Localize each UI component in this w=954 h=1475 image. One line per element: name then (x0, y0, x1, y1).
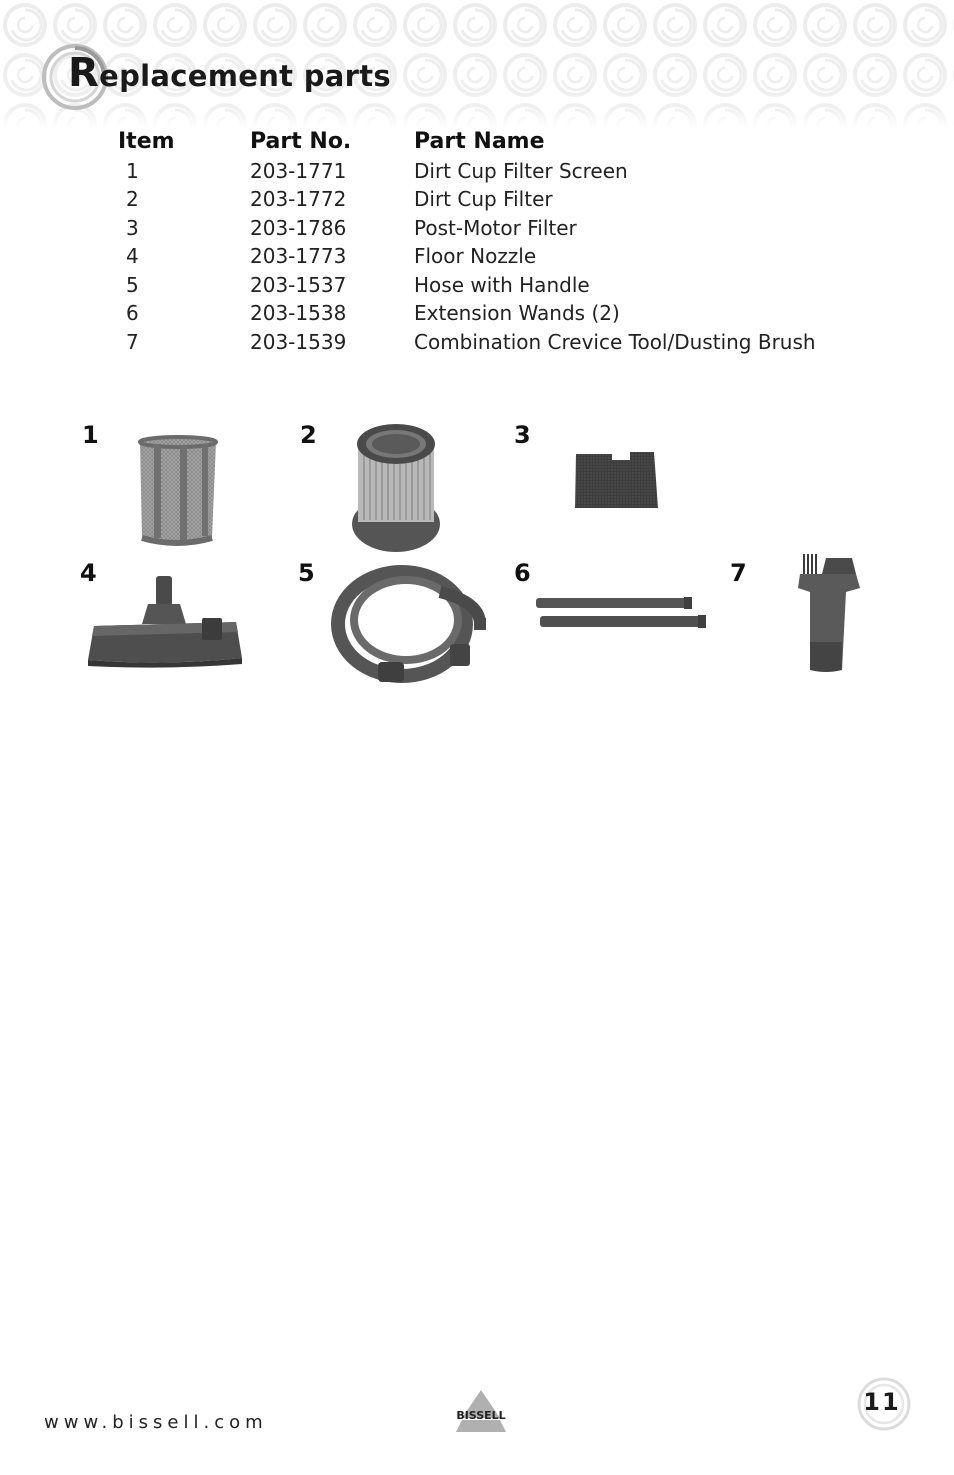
cell-item: 4 (126, 244, 139, 268)
cell-item: 7 (126, 329, 139, 354)
cell-item: 1 (126, 158, 139, 183)
title-rest: eplacement parts (99, 59, 391, 93)
cell-item: 3 (126, 215, 139, 240)
header-item: Item (118, 129, 175, 154)
footer-url: www.bissell.com (44, 1412, 268, 1433)
cell-item: 6 (126, 301, 139, 325)
cell-part-name: Hose with Handle (414, 272, 590, 297)
title-initial: R (68, 50, 100, 96)
bissell-logo (448, 1388, 514, 1434)
header-part-name: Part Name (414, 129, 545, 154)
table-row (118, 240, 816, 269)
logo-text: BISSELL (456, 1409, 506, 1422)
cell-part-no: 203-1771 (250, 158, 347, 183)
page-number-badge (852, 1376, 912, 1432)
crevice-tool-brush-image (796, 552, 862, 674)
dirt-cup-filter-screen-image (132, 434, 222, 548)
parts-table (118, 124, 816, 354)
table-header-row (118, 124, 816, 154)
page-title (68, 50, 391, 96)
figure-label-5: 5 (298, 559, 315, 587)
table-row (118, 183, 816, 212)
figure-label-6: 6 (514, 559, 531, 587)
table-row (118, 154, 816, 183)
cell-part-no: 203-1537 (250, 272, 347, 297)
figure-label-1: 1 (82, 421, 99, 449)
cell-part-name: Extension Wands (2) (414, 301, 620, 325)
cell-part-name: Dirt Cup Filter Screen (414, 158, 628, 183)
floor-nozzle-image (86, 574, 244, 668)
page-number: 11 (863, 1388, 901, 1416)
table-row (118, 268, 816, 297)
cell-part-name: Post-Motor Filter (414, 215, 577, 240)
cell-part-name: Dirt Cup Filter (414, 187, 553, 211)
hose-with-handle-image (330, 562, 490, 686)
figure-label-2: 2 (300, 421, 317, 449)
extension-wands-image (534, 596, 708, 630)
cell-part-name: Combination Crevice Tool/Dusting Brush (414, 329, 816, 354)
cell-part-name: Floor Nozzle (414, 244, 537, 268)
figure-label-3: 3 (514, 421, 531, 449)
cell-part-no: 203-1539 (250, 329, 347, 354)
table-row (118, 297, 816, 326)
figure-label-4: 4 (80, 559, 97, 587)
cell-part-no: 203-1538 (250, 301, 347, 325)
post-motor-filter-image (572, 448, 660, 512)
cell-part-no: 203-1772 (250, 187, 347, 211)
figure-label-7: 7 (730, 559, 747, 587)
cell-item: 5 (126, 272, 139, 297)
table-row (118, 211, 816, 240)
table-row (118, 325, 816, 354)
cell-part-no: 203-1773 (250, 244, 347, 268)
dirt-cup-filter-image (350, 422, 442, 554)
header-part-no: Part No. (250, 129, 352, 154)
cell-item: 2 (126, 187, 139, 211)
cell-part-no: 203-1786 (250, 215, 347, 240)
